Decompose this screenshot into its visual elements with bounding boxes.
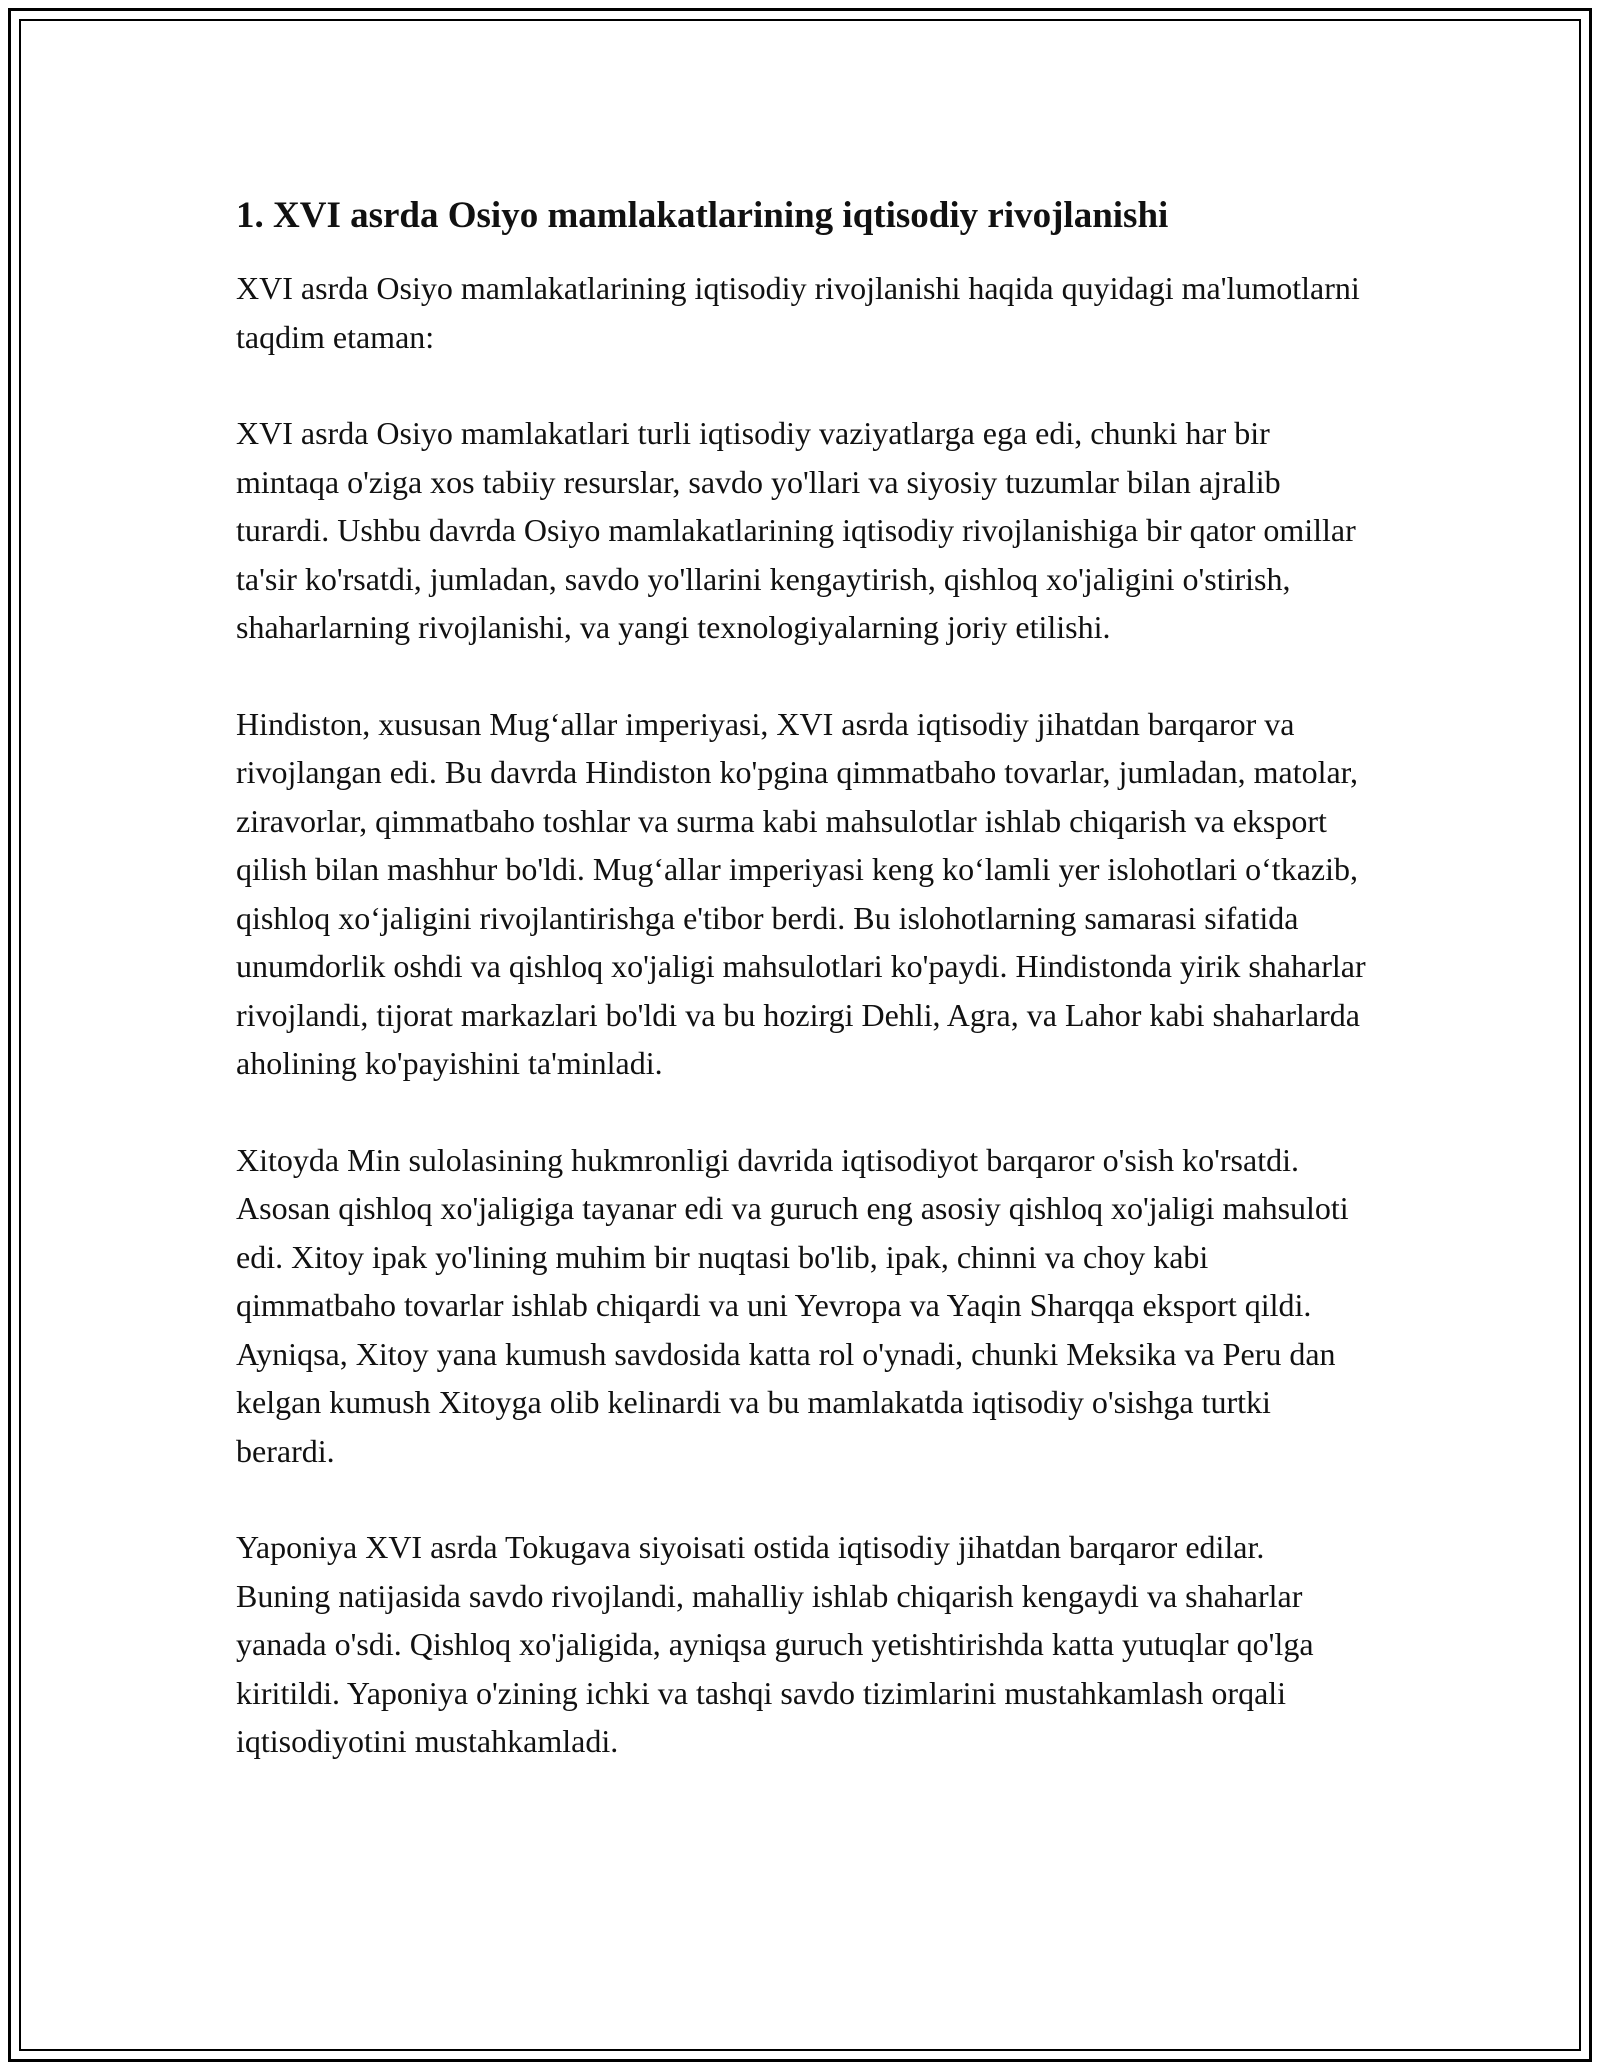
paragraph-india: Hindiston, xususan Mug‘allar imperiyasi, XVI asrda iqtisodiy jihatdan barqaror va rivojlangan edi. Bu davrda Hindiston ko'pgina qimmatbaho tovarlar, jumladan, matolar, ziravorlar, qimmatbaho toshlar va surma kabi mahsulotlar ishlab chiqarish va eksport qilish bilan mashhur bo'ldi. Mug‘allar imperiyasi keng ko‘lamli yer islohotlari o‘tkazib, qishloq xo‘jaligini rivojlantirishga e'tibor berdi. Bu islohotlarning samarasi sifatida unumdorlik oshdi va qishloq xo'jaligi mahsulotlari ko'paydi. Hindistonda yirik shaharlar rivojlandi, tijorat markazlari bo'ldi va bu hozirgi Dehli, Agra, va Lahor kabi shaharlarda aholining ko'payishini ta'minladi. [236, 705, 1366, 1081]
paragraph-china: Xitoyda Min sulolasining hukmronligi davrida iqtisodiyot barqaror o'sish ko'rsatdi. Asosan qishloq xo'jaligiga tayanar edi va guruch eng asosiy qishloq xo'jaligi mahsuloti edi. Xitoy ipak yo'lining muhim bir nuqtasi bo'lib, ipak, chinni va choy kabi qimmatbaho tovarlar ishlab chiqardi va uni Yevropa va Yaqin Sharqqa eksport qildi. Ayniqsa, Xitoy yana kumush savdosida katta rol o'ynadi, chunki Meksika va Peru dan kelgan kumush Xitoyga olib kelinardi va bu mamlakatda iqtisodiy o'sishga turtki berardi. [236, 1141, 1349, 1469]
paragraph-overview: XVI asrda Osiyo mamlakatlari turli iqtisodiy vaziyatlarga ega edi, chunki har bir mintaqa o'ziga xos tabiiy resurslar, savdo yo'llari va siyosiy tuzumlar bilan ajralib turardi. Ushbu davrda Osiyo mamlakatlarining iqtisodiy rivojlanishiga bir qator omillar ta'sir ko'rsatdi, jumladan, savdo yo'llarini kengaytirish, qishloq xo'jaligini o'stirish, shaharlarning rivojlanishi, va yangi texnologiyalarning joriy etilishi. [236, 415, 1356, 645]
section-title: 1. XVI asrda Osiyo mamlakatlarining iqtisodiy rivojlanishi [236, 195, 1169, 236]
paragraph-intro: XVI asrda Osiyo mamlakatlarining iqtisodiy rivojlanishi haqida quyidagi ma'lumotlarni taqdim etaman: [236, 270, 1360, 355]
paragraph-japan: Yaponiya XVI asrda Tokugava siyoisati ostida iqtisodiy jihatdan barqaror edilar. Buning natijasida savdo rivojlandi, mahalliy ishlab chiqarish kengaydi va shaharlar yanada o'sdi. Qishloq xo'jaligida, ayniqsa guruch yetishtirishda katta yutuqlar qo'lga kiritildi. Yaponiya o'zining ichki va tashqi savdo tizimlarini mustahkamlash orqali iqtisodiyotini mustahkamladi. [236, 1529, 1314, 1759]
document-body [236, 190, 1366, 1814]
